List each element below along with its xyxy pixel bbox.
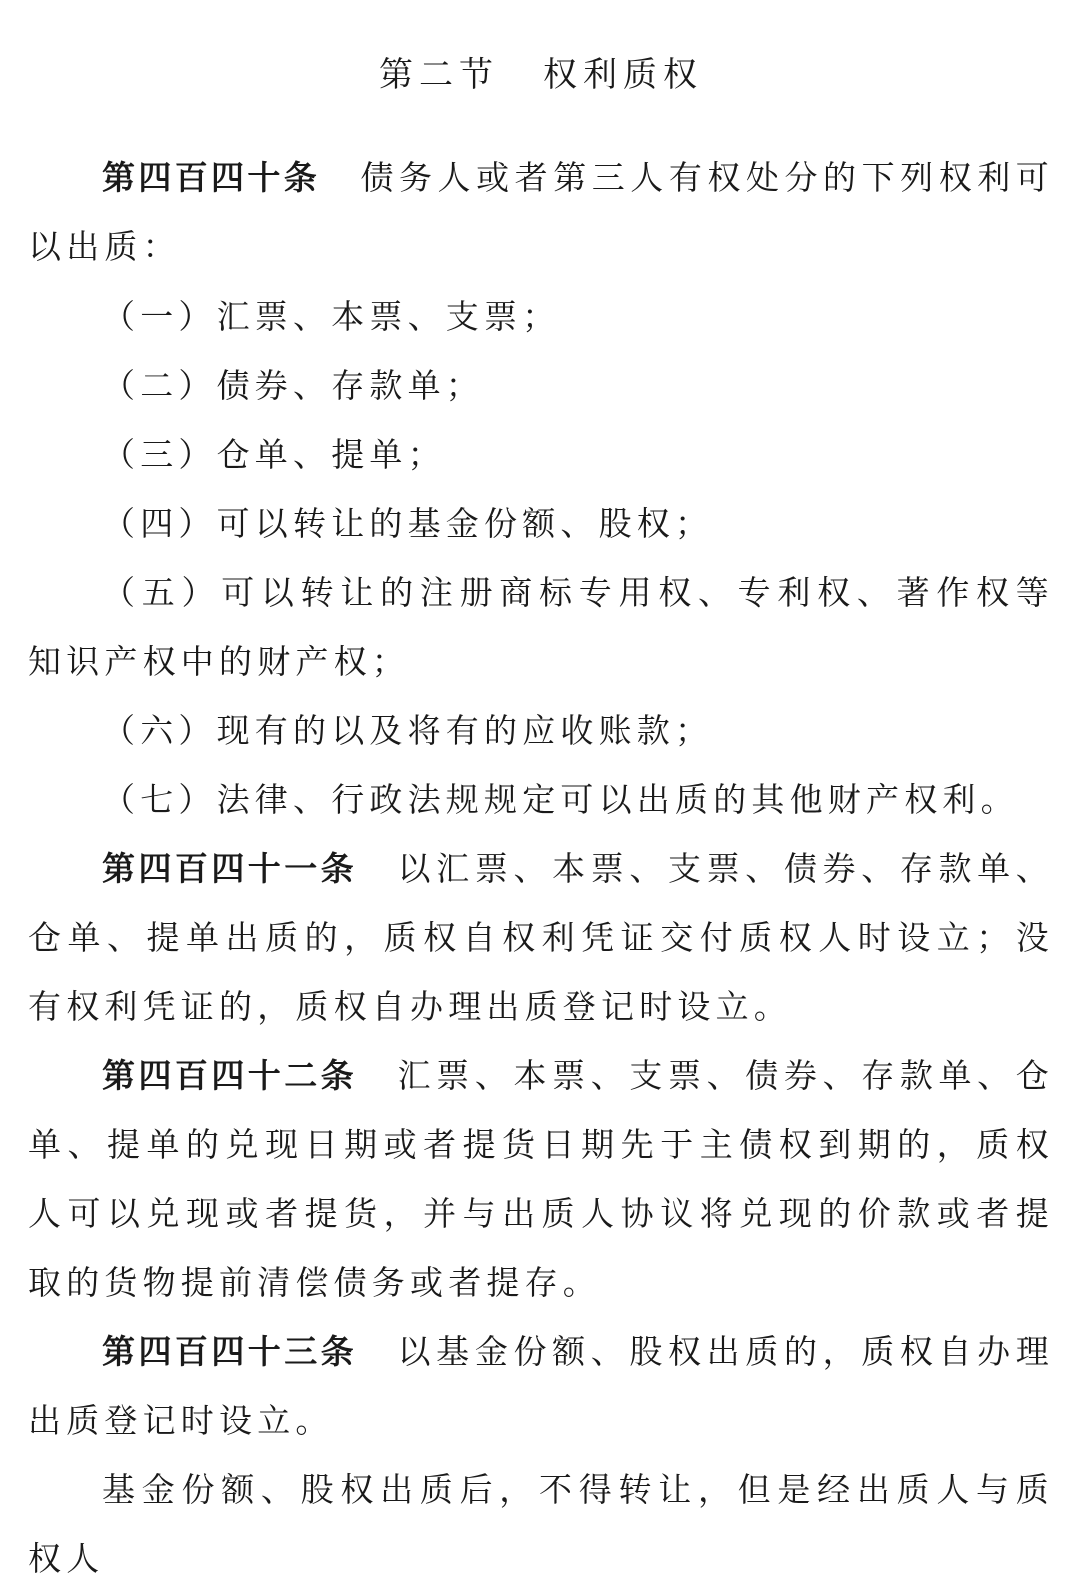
article-441: [28, 834, 1054, 1041]
article-number: 第四百四十三条: [102, 1332, 358, 1371]
article-442: [28, 1041, 1054, 1317]
article-440-item-2: （二）债券、存款单；: [102, 366, 484, 405]
article-440-item-3: （三）仓单、提单；: [102, 435, 446, 474]
article-440-item-5: （五）可以转让的注册商标专用权、专利权、著作权等知识产权中的财产权；: [28, 573, 1054, 681]
article-number: 第四百四十一条: [102, 849, 358, 888]
article-443: [28, 1317, 1054, 1455]
article-number: 第四百四十二条: [102, 1056, 358, 1095]
article-text: 债务人或者第三人有权处分的下列权利可以出质：: [28, 158, 1055, 266]
article-440-intro: [28, 143, 1054, 281]
article-text: 以汇票、本票、支票、债券、存款单、仓单、提单出质的，质权自权利凭证交付质权人时设立；没有权利凭证的，质权自办理出质登记时设立。: [28, 849, 1054, 1026]
article-text: 以基金份额、股权出质的，质权自办理出质登记时设立。: [28, 1332, 1054, 1440]
article-443-paragraph-2: 基金份额、股权出质后，不得转让，但是经出质人与质权人: [28, 1470, 1054, 1578]
section-name: 权利质权: [543, 55, 703, 95]
section-title: [28, 52, 1054, 98]
article-text: 汇票、本票、支票、债券、存款单、仓单、提单的兑现日期或者提货日期先于主债权到期的，质权人可以兑现或者提货，并与出质人协议将兑现的价款或者提取的货物提前清偿债务或者提存。: [28, 1056, 1054, 1302]
article-440-item-4: （四）可以转让的基金份额、股权；: [102, 504, 714, 543]
article-440-item-6: （六）现有的以及将有的应收账款；: [102, 711, 714, 750]
section-number: 第二节: [379, 55, 499, 95]
article-440-item-1: （一）汇票、本票、支票；: [102, 297, 561, 336]
article-440-item-7: （七）法律、行政法规规定可以出质的其他财产权利。: [102, 780, 1019, 819]
article-number: 第四百四十条: [102, 158, 321, 197]
